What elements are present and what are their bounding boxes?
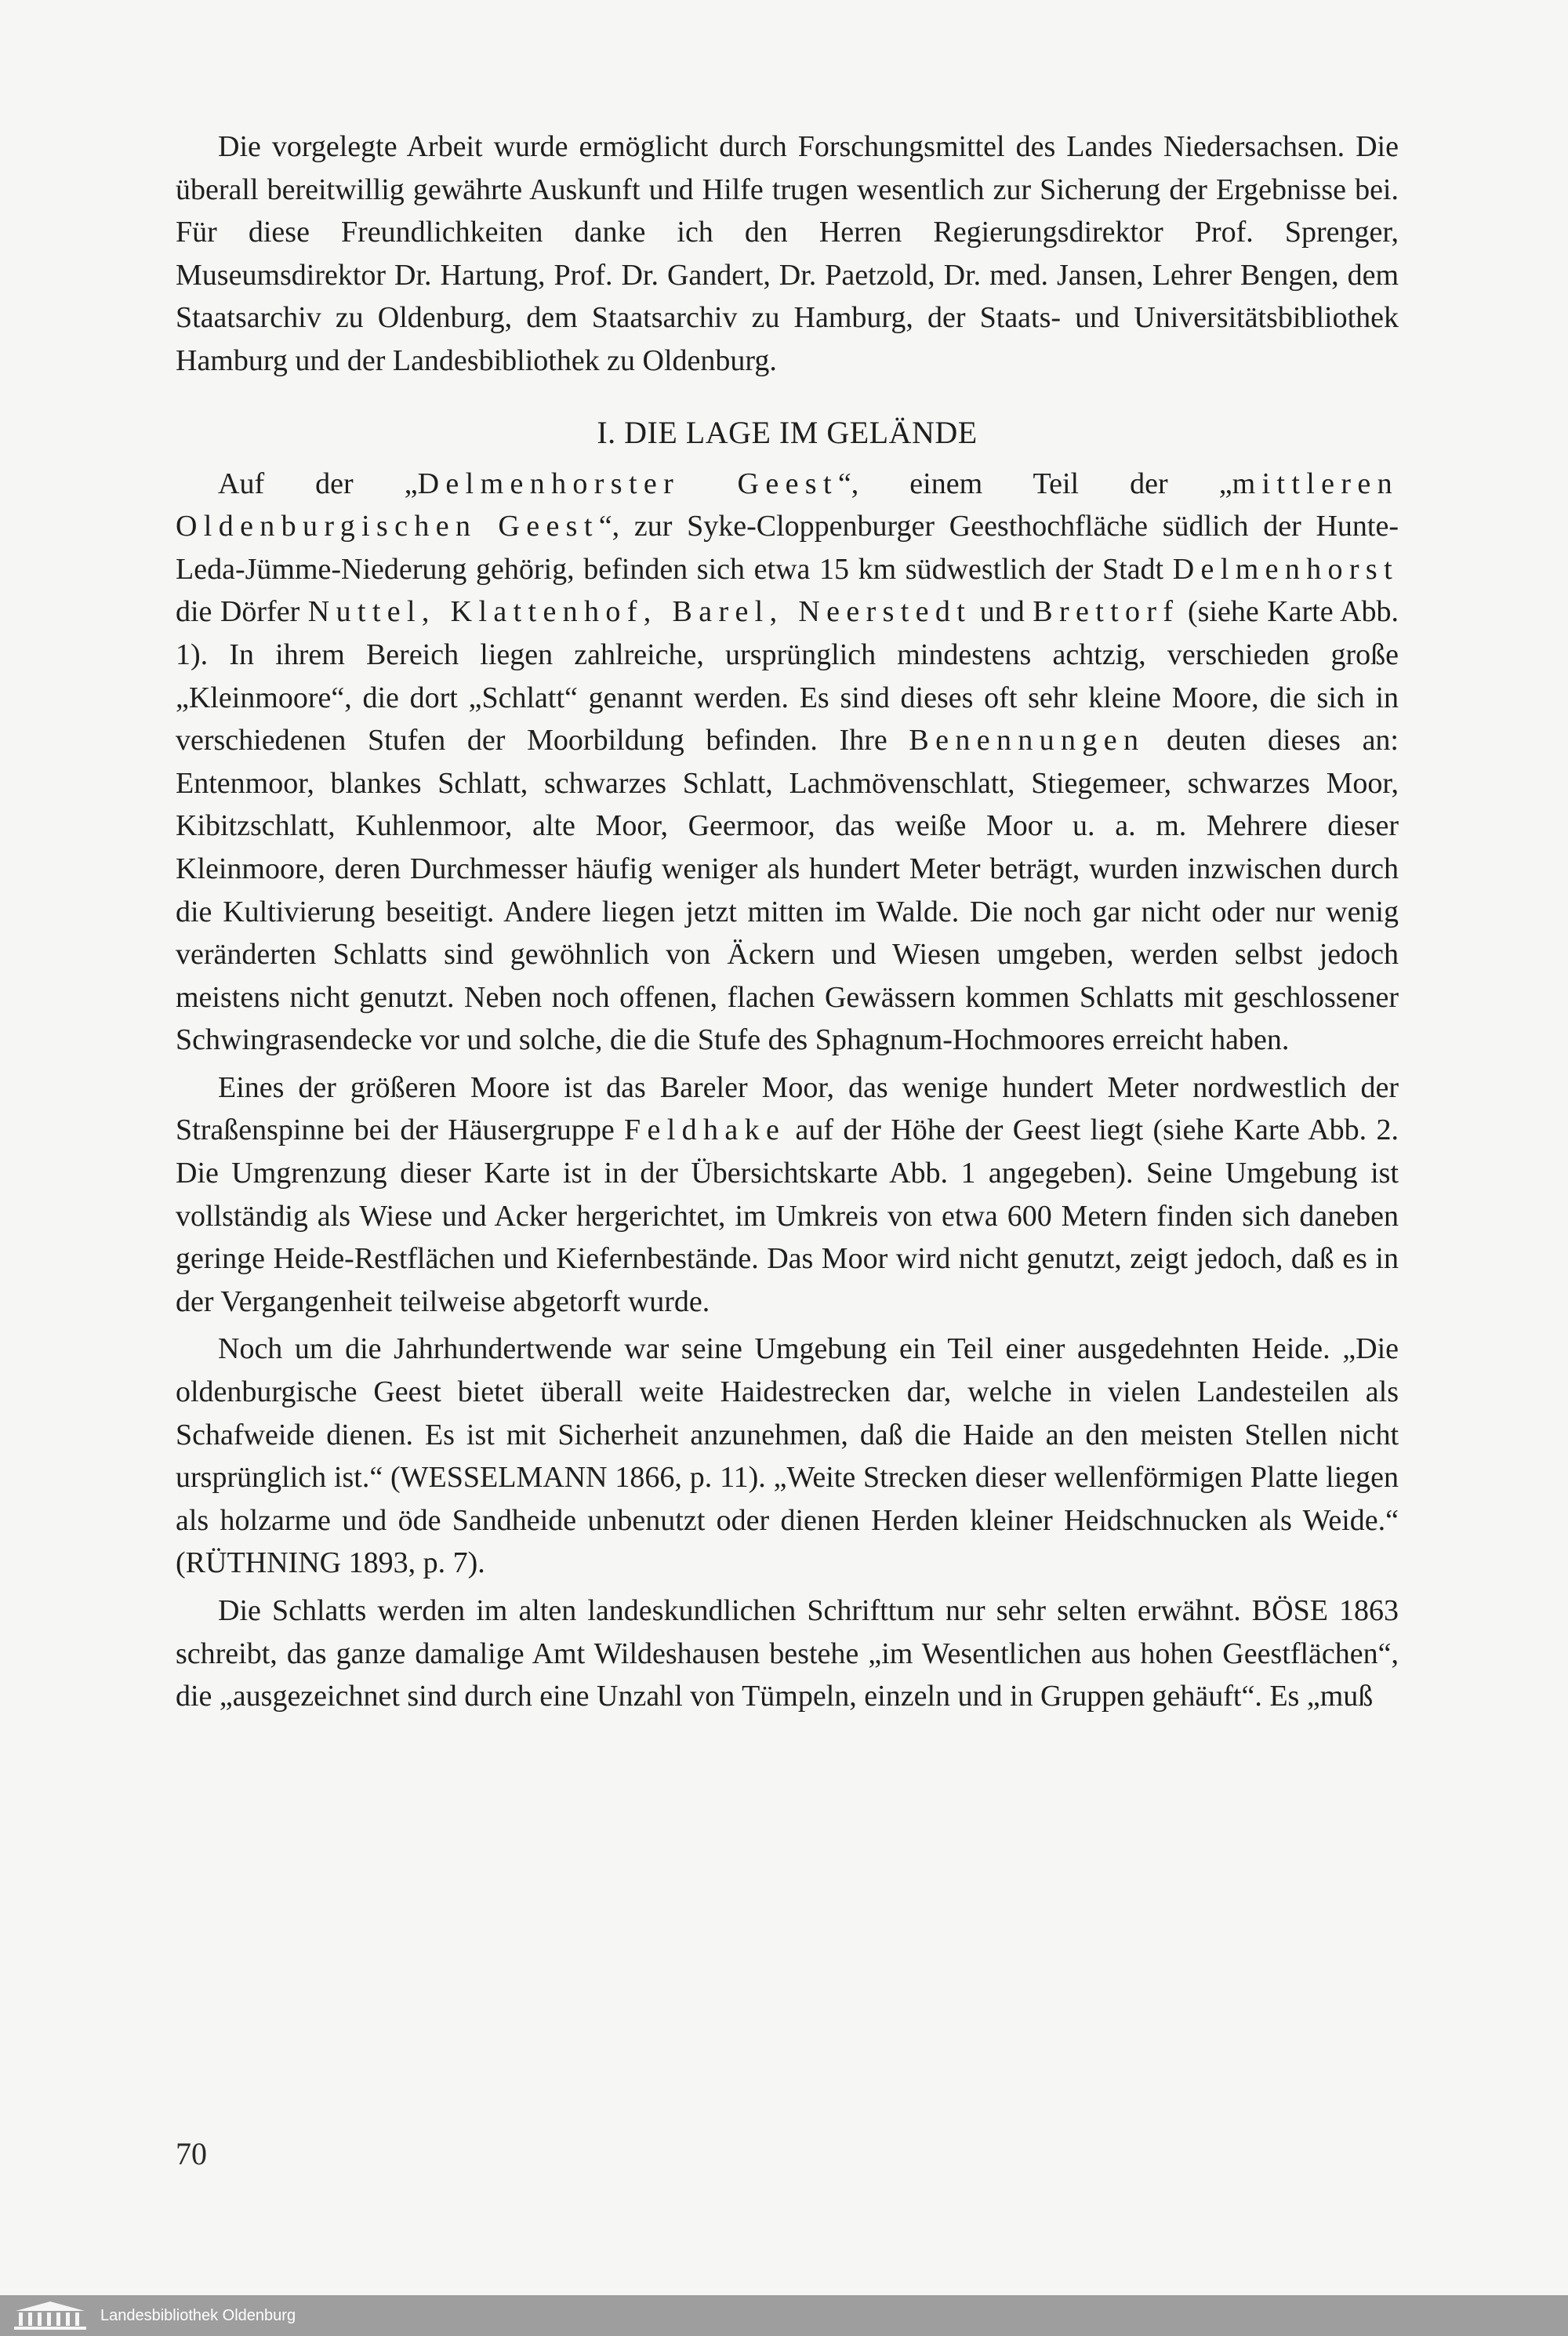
text-run: deuten dieses an: Entenmoor, blankes Schlatt, schwarzes Schlatt, Lachmövenschlatt, Stiegemeer, schwarzes Moor, Kibitzschlatt, Kuhlenmoor, alte Moor, Geermoor, das weiße Moor u. a. m. Mehrere dieser Kleinmoore, deren Durchmesser häufig weniger als hundert Meter beträgt, wurden inzwischen durch die Kultivierung beseitigt. Andere liegen jetzt mitten im Walde. Die noch gar nicht oder nur wenig veränderten Schlatts sind gewöhnlich von Äckern und Wiesen umgeben, werden selbst jedoch meistens nicht genutzt. Neben noch offenen, flachen Gewässern kommen Schlatts mit geschlossener Schwingrasendecke vor und solche, die die Stufe des Sphagnum-Hochmoores erreicht haben. <box>176 724 1399 1057</box>
text-run: “, einem Teil der „ <box>837 467 1232 500</box>
text-run: auf der Höhe der Geest liegt (siehe Karte Abb. 2. Die Umgrenzung dieser Karte ist in der Übersichtskarte Abb. 1 angegeben). Seine Umgebung ist vollständig als Wiese und Acker hergerichtet, im Umkreis von etwa 600 Metern finden sich daneben geringe Heide-Restflächen und Kiefernbestände. Das Moor wird nicht genutzt, zeigt jedoch, daß es in der Vergangenheit teilweise abgetorft wurde. <box>176 1114 1399 1318</box>
section-heading: I. DIE LAGE IM GELÄNDE <box>597 414 978 450</box>
text-run: die Dörfer <box>176 595 308 629</box>
spaced-term: Benennungen <box>909 724 1145 757</box>
acknowledgement-paragraph: Die vorgelegte Arbeit wurde ermöglicht durch Forschungsmittel des Landes Niedersachsen. Die überall bereitwillig gewährte Auskunft und Hilfe trugen wesentlich zur Sicherung der Ergebnisse bei. Für diese Freundlichkeiten danke ich den Herren Regierungsdirektor Prof. Sprenger, Museumsdirektor Dr. Hartung, Prof. Dr. Gandert, Dr. Paetzold, Dr. med. Jansen, Lehrer Bengen, dem Staatsarchiv zu Oldenburg, dem Staatsarchiv zu Hamburg, der Staats- und Universitätsbibliothek Hamburg und der Landesbibliothek zu Oldenburg. <box>176 130 1399 377</box>
schlatts-literature-paragraph: Die Schlatts werden im alten landeskundlichen Schrifttum nur sehr selten erwähnt. BÖSE 1863 schreibt, das ganze damalige Amt Wildeshausen bestehe „im Wesentlichen aus hohen Geestflächen“, die „ausgezeichnet sind durch eine Unzahl von Tümpeln, einzeln und in Gruppen gehäuft“. Es „muß <box>176 1594 1399 1713</box>
text-run: “, zur Syke-Cloppenburger Geesthochfläche südlich der Hunte-Leda-Jümme-Niederung gehörig, befinden sich etwa 15 km südwestlich der Stadt <box>176 510 1399 586</box>
page-number: 70 <box>176 2136 207 2171</box>
heath-paragraph: Noch um die Jahrhundertwende war seine Umgebung ein Teil einer ausgedehnten Heide. „Die oldenburgische Geest bietet überall weite Haidestrecken dar, welche in vielen Landesteilen als Schafweide dienen. Es ist mit Sicherheit anzunehmen, daß die Haide an den meisten Stellen nicht ursprünglich ist.“ (WESSELMANN 1866, p. 11). „Weite Strecken dieser wellenförmigen Platte liegen als holzarme und öde Sandheide unbenutzt oder dienen Herden kleiner Heidschnucken als Weide.“ (RÜTHNING 1893, p. 7). <box>176 1332 1399 1580</box>
text-run: (siehe Karte Abb. 1). In ihrem Bereich liegen zahlreiche, ursprünglich mindestens achtzig, verschieden große „Kleinmoore“, die dort „Schlatt“ genannt werden. Es sind dieses oft sehr kleine Moore, die sich in verschiedenen Stufen der Moorbildung befinden. Ihre <box>176 595 1399 757</box>
spaced-term: mittleren Oldenburgischen Geest <box>176 467 1399 543</box>
footer-bar <box>0 2295 1568 2336</box>
spaced-term: Delmenhorst <box>1172 552 1399 586</box>
location-paragraph <box>176 463 1399 1062</box>
page-body <box>176 125 1399 1718</box>
library-building-icon <box>13 2300 88 2331</box>
text-run: Auf der „ <box>218 467 418 500</box>
text-run: Eines der größeren Moore ist das Bareler Moor, das wenige hundert Meter nordwestlich der Straßenspinne bei der Häusergruppe <box>176 1070 1399 1147</box>
text-run: und <box>971 595 1033 629</box>
spaced-term: Nuttel, Klattenhof, Barel, Neerstedt <box>307 595 972 629</box>
spaced-term: Delmenhorster Geest <box>417 467 838 500</box>
bareler-moor-paragraph <box>176 1066 1399 1324</box>
library-name: Landesbibliothek Oldenburg <box>100 2306 296 2324</box>
spaced-term: Feldhake <box>624 1114 786 1147</box>
spaced-term: Brettorf <box>1033 595 1180 629</box>
